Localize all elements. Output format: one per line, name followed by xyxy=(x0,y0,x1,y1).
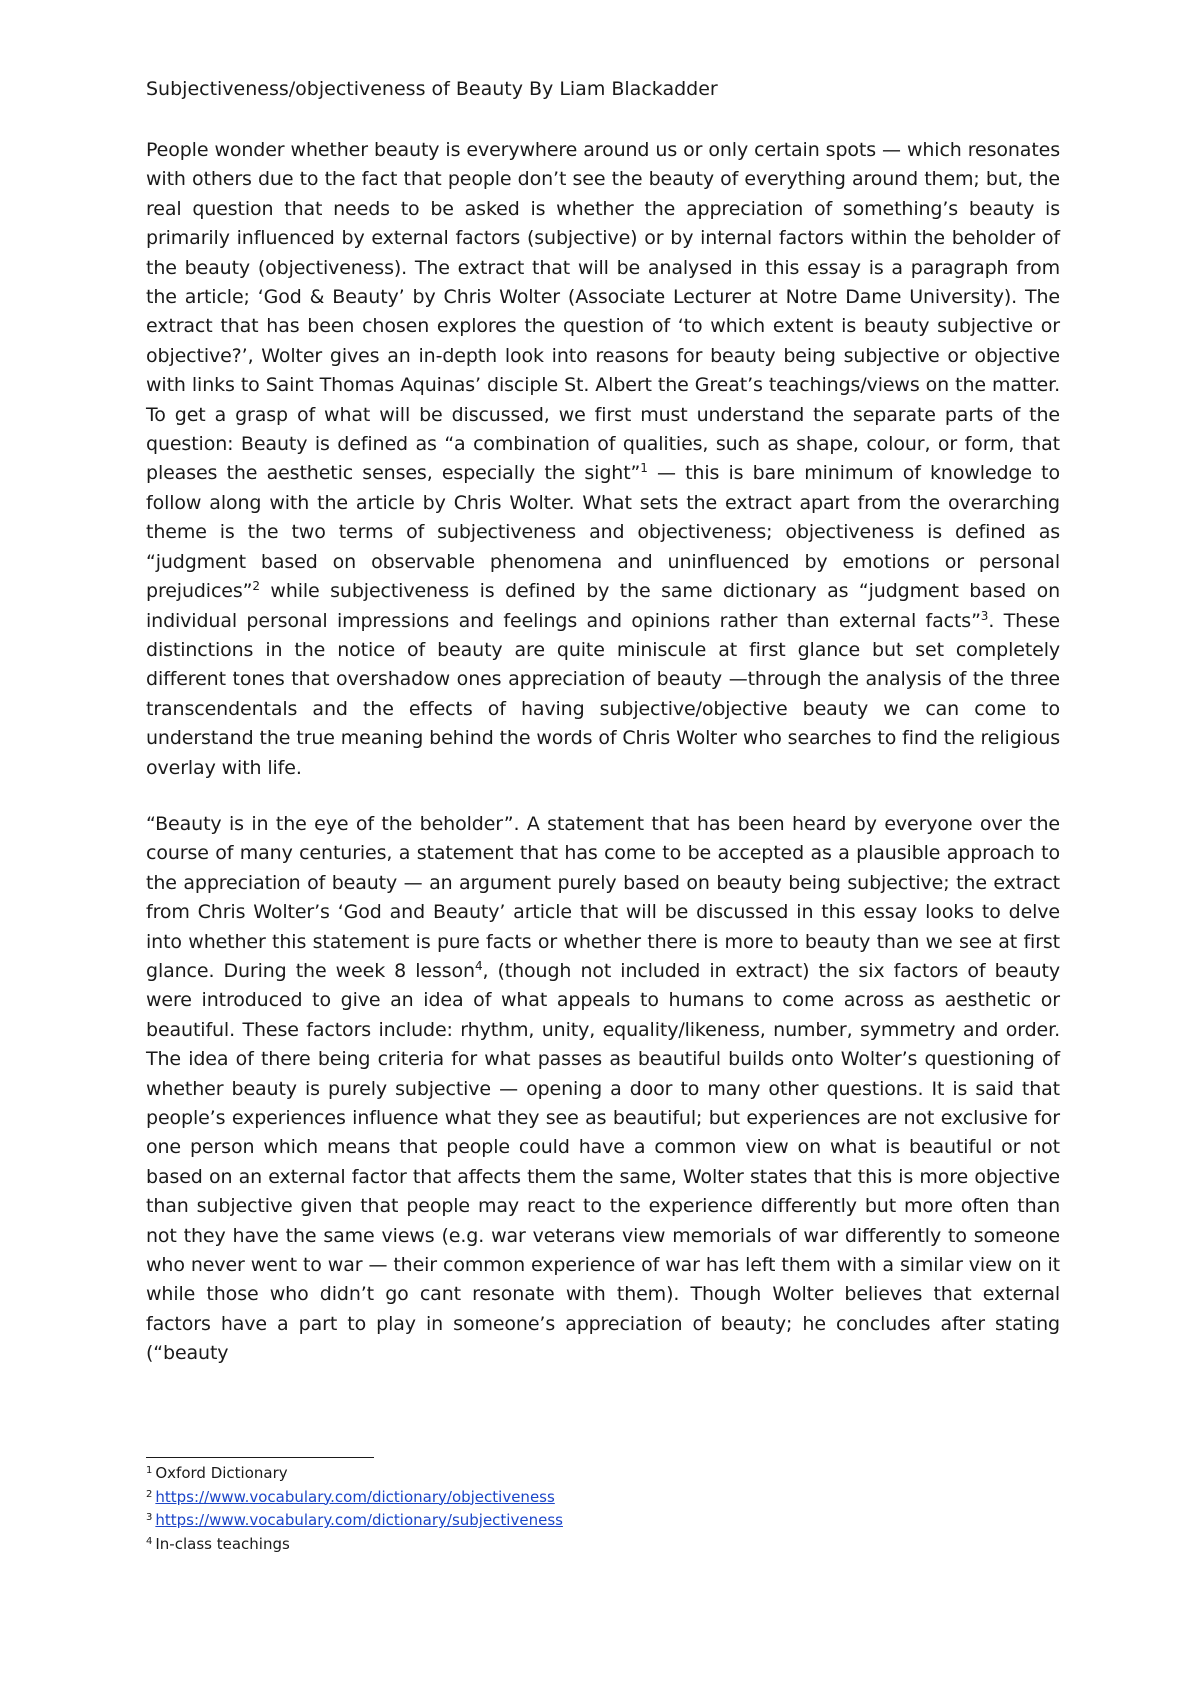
paragraph-text: “Beauty is in the eye of the beholder”. A statement that has been heard by everyone over the course of many centuries, a statement that has come to be accepted as a plausible approach to the appreciation of beauty — an argument purely based on beauty being subjective; the extract from Chris Wolter’s ‘God and Beauty’ article that will be discussed in this essay looks to delve into whether this statement is pure facts or whether there is more to beauty than we see at first glance. During the week 8 lesson xyxy=(146,812,1060,982)
footnote-reference[interactable]: 1 xyxy=(640,461,648,476)
footnote-text: In-class teachings xyxy=(155,1534,290,1553)
paragraph-text: — this is bare minimum of knowledge to follow along with the article by Chris Wolter. What sets the extract apart from the overarching theme is the two terms of subjectiveness and objectiveness; objectiveness is defined as “judgment based on observable phenomena and uninfluenced by emotions or personal prejudices” xyxy=(146,462,1060,603)
footnote-link[interactable]: https://www.vocabulary.com/dictionary/subjectiveness xyxy=(155,1511,563,1529)
document-title: Subjectiveness/objectiveness of Beauty By Liam Blackadder xyxy=(146,78,718,100)
footnote-reference[interactable]: 3 xyxy=(980,608,989,623)
footnote xyxy=(146,1509,1060,1533)
document-page xyxy=(146,74,1060,1396)
paragraph-text: People wonder whether beauty is everywhere around us or only certain spots — which resonates with others due to the fact that people don’t see the beauty of everything around them; but, the real question that needs to be asked is whether the appreciation of something’s beauty is primarily influenced by external factors (subjective) or by internal factors within the beholder of the beauty (objectiveness). The extract that will be analysed in this essay is a paragraph from the article; ‘God & Beauty’ by Chris Wolter (Associate Lecturer at Notre Dame University). The extract that has been chosen explores the question of ‘to which extent is beauty subjective or objective?’, Wolter gives an in-depth look into reasons for beauty being subjective or objective with links to Saint Thomas Aquinas’ disciple St. Albert the Great’s teachings/views on the matter. To get a grasp of what will be discussed, we first must understand the separate parts of the question: Beauty is defined as “a combination of qualities, such as shape, colour, or form, that pleases the aesthetic senses, especially the sight” xyxy=(146,139,1060,485)
footnote-separator xyxy=(146,1457,374,1458)
body-paragraph xyxy=(146,136,1060,783)
footnote-number: 1 xyxy=(146,1465,153,1476)
footnote-list xyxy=(146,1462,1060,1556)
paragraph-text: , (though not included in extract) the six factors of beauty were introduced to give an idea of what appeals to humans to come across as aesthetic or beautiful. These factors include: rhythm, unity, equality/likeness, number, symmetry and order. The idea of there being criteria for what passes as beautiful builds onto Wolter’s questioning of whether beauty is purely subjective — opening a door to many other questions. It is said that people’s experiences influence what they see as beautiful; but experiences are not exclusive for one person which means that people could have a common view on what is beautiful or not based on an external factor that affects them the same, Wolter states that this is more objective than subjective given that people may react to the experience differently but more often than not they have the same views (e.g. war veterans view memorials of war differently to someone who never went to war — their common experience of war has left them with a similar view on it while those who didn’t go cant resonate with them). Though Wolter believes that external factors have a part to play in someone’s appreciation of beauty; he concludes after stating (“beauty xyxy=(146,959,1060,1365)
document-body xyxy=(146,136,1060,1369)
footnote-reference[interactable]: 2 xyxy=(252,579,260,594)
footnote-number: 2 xyxy=(146,1488,153,1500)
footnote xyxy=(146,1533,1060,1557)
footnote-text: Oxford Dictionary xyxy=(155,1464,288,1482)
footnote-link[interactable]: https://www.vocabulary.com/dictionary/objectiveness xyxy=(155,1487,555,1506)
body-paragraph xyxy=(146,810,1060,1369)
footnote xyxy=(146,1462,1060,1486)
paragraph-text: . These distinctions in the notice of beauty are quite miniscule at first glance but set completely different tones that overshadow ones appreciation of beauty —through the analysis of the three transcendentals and the effects of having subjective/objective beauty we can come to understand the true meaning behind the words of Chris Wolter who searches to find the religious overlay with life. xyxy=(146,609,1060,779)
footnotes-section xyxy=(146,1457,1060,1556)
footnote xyxy=(146,1486,1060,1510)
footnote-number: 4 xyxy=(146,1535,153,1547)
paragraph-text: while subjectiveness is defined by the same dictionary as “judgment based on individual personal impressions and feelings and opinions rather than external facts” xyxy=(146,580,1060,632)
footnote-reference[interactable]: 4 xyxy=(474,958,483,973)
footnote-number: 3 xyxy=(146,1512,153,1523)
